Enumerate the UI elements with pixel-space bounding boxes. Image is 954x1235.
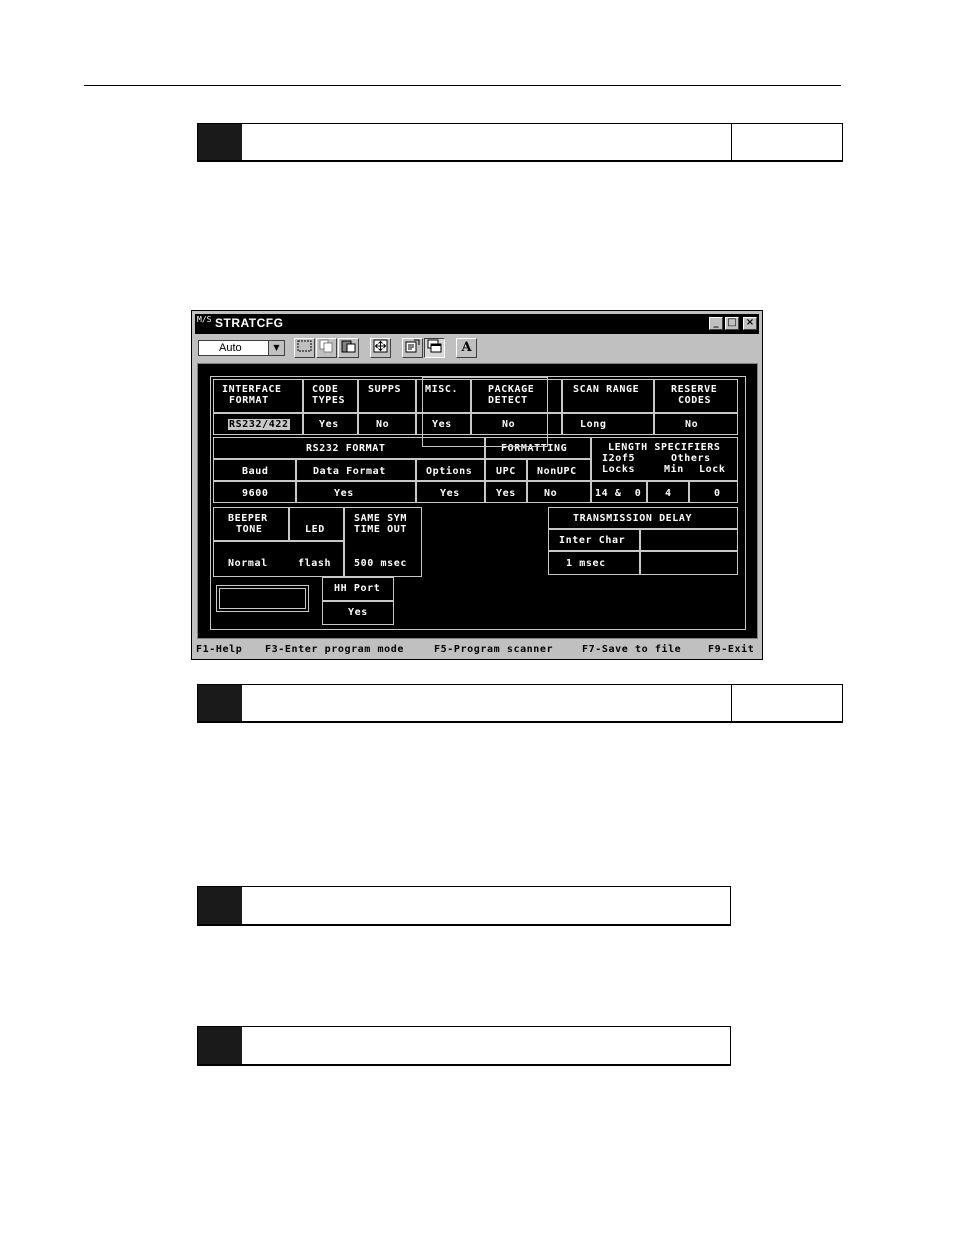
same-sym-value[interactable]: 500 msec (354, 558, 407, 569)
nonupc-value[interactable]: No (544, 488, 558, 499)
hh-port-label: HH Port (334, 583, 381, 594)
interface-format-label-2: FORMAT (229, 395, 269, 406)
title-bar[interactable] (195, 314, 759, 334)
baud-value[interactable]: 9600 (242, 488, 269, 499)
upc-value[interactable]: Yes (496, 488, 516, 499)
i2of5-label: I2of5 (602, 453, 636, 464)
header-rule (84, 85, 841, 86)
config-frame (210, 376, 746, 630)
options-label: Options (426, 466, 473, 477)
nonupc-label: NonUPC (537, 466, 577, 477)
header-box-marker (198, 685, 242, 721)
config-screen (197, 363, 758, 639)
options-value[interactable]: Yes (440, 488, 460, 499)
reserve-codes-label-2: CODES (678, 395, 712, 406)
font-size-value: Auto (219, 342, 242, 354)
font-icon[interactable]: A (456, 338, 477, 358)
properties-icon[interactable] (402, 338, 423, 358)
mark-icon[interactable] (294, 338, 315, 358)
header-box-marker (198, 887, 242, 924)
interface-format-value[interactable]: RS232/422 (229, 419, 289, 430)
window-title: STRATCFG (215, 316, 284, 330)
length-specifiers-label: LENGTH SPECIFIERS (608, 442, 721, 453)
close-button[interactable]: × (743, 317, 757, 330)
lock-label: Lock (699, 464, 726, 475)
reserve-codes-label-1: RESERVE (671, 384, 718, 395)
maximize-button[interactable]: □ (725, 317, 739, 330)
formatting-label: FORMATTING (501, 443, 568, 454)
header-box-marker (198, 124, 242, 160)
fullscreen-icon[interactable] (370, 338, 391, 358)
same-sym-label-1: SAME SYM (354, 513, 407, 524)
header-box-divider (731, 685, 732, 721)
rs232-format-label: RS232 FORMAT (306, 443, 386, 454)
led-label: LED (305, 524, 325, 535)
reserve-codes-value[interactable]: No (685, 419, 699, 430)
chevron-down-icon[interactable]: ▼ (268, 341, 284, 355)
others-label: Others (671, 453, 711, 464)
inter-char-value[interactable]: 1 msec (566, 558, 606, 569)
blank-cell (422, 377, 548, 447)
paste-icon[interactable] (338, 338, 359, 358)
min-label: Min (664, 464, 684, 475)
header-box-2 (197, 684, 843, 723)
interface-format-label-1: INTERFACE (222, 384, 282, 395)
function-key-bar (192, 643, 762, 657)
header-box-3 (197, 886, 731, 926)
scan-range-label: SCAN RANGE (573, 384, 640, 395)
header-box-divider (731, 124, 732, 160)
hh-port-value[interactable]: Yes (348, 607, 368, 618)
f3-program-mode-key[interactable]: F3-Enter program mode (265, 644, 405, 655)
scan-range-value[interactable]: Long (580, 419, 607, 430)
inter-char-value-empty-cell (640, 551, 738, 575)
baud-label: Baud (242, 466, 269, 477)
inter-char-empty-cell (640, 529, 738, 551)
code-types-label-1: CODE (312, 384, 339, 395)
code-types-value[interactable]: Yes (319, 419, 339, 430)
toolbar (195, 336, 759, 360)
data-format-value-cell (296, 481, 416, 503)
min-value[interactable]: 4 (665, 488, 672, 499)
app-icon: M/S (197, 315, 212, 324)
lock-value[interactable]: 0 (714, 488, 721, 499)
misc-value[interactable]: Yes (432, 419, 452, 430)
f1-help-key[interactable]: F1-Help (196, 644, 243, 655)
led-value[interactable]: flash (298, 558, 332, 569)
supps-label: SUPPS (368, 384, 402, 395)
data-format-value[interactable]: Yes (334, 488, 354, 499)
f9-exit-key[interactable]: F9-Exit (708, 644, 755, 655)
scan-range-value-cell (562, 413, 654, 435)
f7-save-key[interactable]: F7-Save to file (582, 644, 682, 655)
input-box[interactable] (219, 588, 306, 609)
beeper-tone-value[interactable]: Normal (228, 558, 268, 569)
minimize-button[interactable]: _ (709, 317, 723, 330)
data-format-label: Data Format (313, 466, 386, 477)
supps-value[interactable]: No (376, 419, 390, 430)
code-types-label-2: TYPES (312, 395, 346, 406)
package-detect-value[interactable]: No (502, 419, 516, 430)
copy-icon[interactable] (316, 338, 337, 358)
font-size-combo[interactable] (198, 340, 285, 356)
package-detect-label-2: DETECT (488, 395, 528, 406)
background-icon[interactable] (424, 338, 445, 358)
nonupc-value-cell (527, 481, 591, 503)
f5-program-scanner-key[interactable]: F5-Program scanner (434, 644, 554, 655)
inter-char-label: Inter Char (559, 535, 626, 546)
same-sym-label-2: TIME OUT (354, 524, 407, 535)
misc-label: MISC. (425, 384, 459, 395)
beeper-tone-label-2: TONE (236, 524, 263, 535)
beeper-tone-label-1: BEEPER (228, 513, 268, 524)
upc-label: UPC (496, 466, 516, 477)
header-box-marker (198, 1027, 242, 1064)
locks-value[interactable]: 14 & 0 (595, 488, 642, 499)
locks-label: Locks (602, 464, 636, 475)
header-box-4 (197, 1026, 731, 1066)
package-detect-label-1: PACKAGE (488, 384, 535, 395)
transmission-delay-label: TRANSMISSION DELAY (573, 513, 693, 524)
stratcfg-window (191, 310, 763, 660)
header-box-1 (197, 123, 843, 162)
